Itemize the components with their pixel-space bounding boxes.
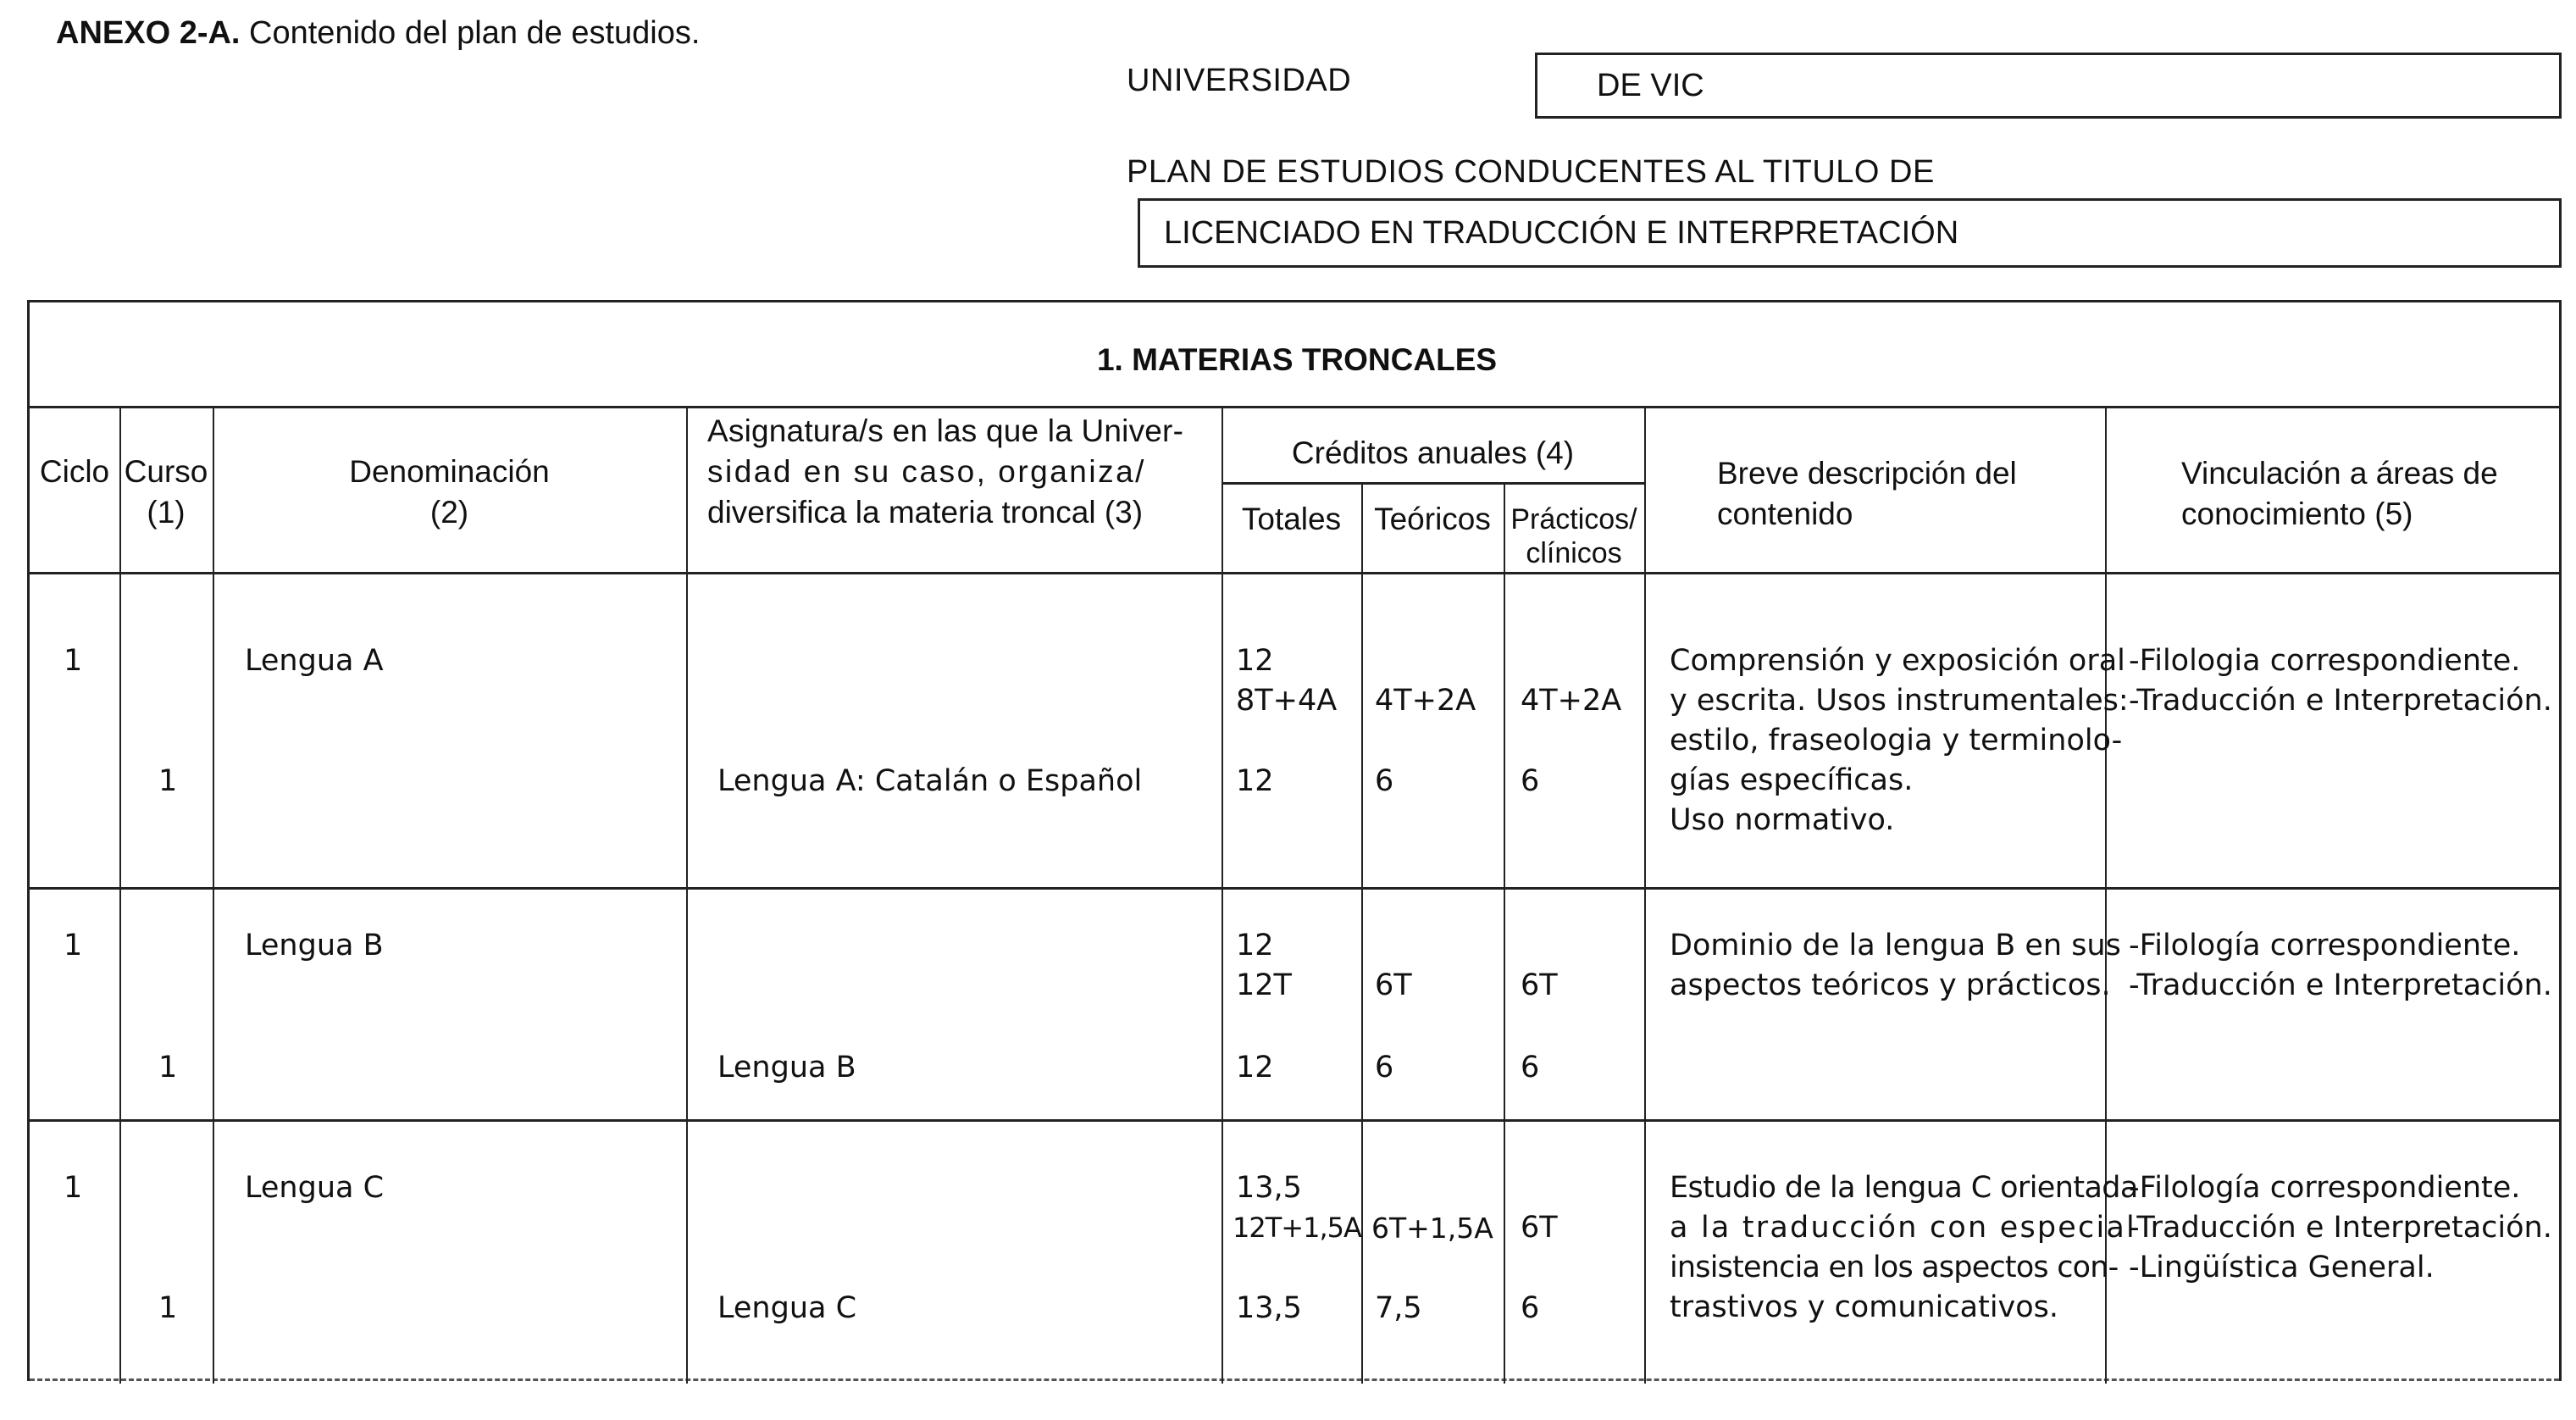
table-cell-descripcion: gías específicas. (1670, 763, 1914, 797)
table-cell-curso: 1 (158, 764, 178, 798)
table-cell-totales: 12 (1236, 644, 1274, 678)
table-cell-descripcion: a la traducción con especial (1670, 1211, 2136, 1245)
table-cell-teoricos: 6T+1,5A (1371, 1212, 1493, 1245)
header-asignatura-line1: Asignatura/s en las que la Univer- (707, 413, 1184, 448)
header-denominacion: Denominación (349, 454, 550, 489)
table-cell-totales: 13,5 (1236, 1171, 1302, 1205)
header-divider (30, 572, 2559, 574)
table-cell-denominacion: Lengua B (245, 929, 384, 962)
header-asignatura-line2: sidad en su caso, organiza/ (707, 454, 1146, 489)
title-divider (30, 406, 2559, 408)
table-cell-totales: 8T+4A (1236, 684, 1338, 718)
header-descripcion-2: contenido (1717, 496, 1853, 531)
table-cell-practicos: 6T (1521, 1211, 1558, 1245)
col-divider (213, 406, 214, 1384)
table-cell-practicos: 6 (1521, 1291, 1540, 1325)
table-cell-totales: 12 (1236, 1051, 1274, 1084)
table-cell-practicos: 6T (1521, 968, 1558, 1002)
row-divider (30, 1119, 2559, 1122)
header-vinculacion: Vinculación a áreas de (2181, 456, 2498, 491)
table-cell-curso: 1 (158, 1051, 178, 1084)
table-cell-descripcion: Comprensión y exposición oral (1670, 644, 2125, 678)
table-cell-vinculacion: -Filología correspondiente. (2129, 929, 2521, 962)
header-curso: Curso (124, 454, 208, 489)
table-cell-descripcion: trastivos y comunicativos. (1670, 1290, 2059, 1324)
row-divider (30, 887, 2559, 890)
table-cell-teoricos: 6T (1375, 968, 1412, 1002)
col-divider (686, 406, 688, 1384)
table-cell-vinculacion: -Traducción e Interpretación. (2129, 968, 2552, 1002)
creditos-divider (1222, 482, 1644, 485)
header-creditos: Créditos anuales (4) (1291, 435, 1575, 470)
col-divider (1504, 482, 1505, 1384)
table-cell-teoricos: 4T+2A (1375, 684, 1476, 718)
table-cell-vinculacion: -Filologia correspondiente. (2129, 644, 2521, 678)
header-denominacion-note: (2) (429, 495, 469, 530)
table-cell-teoricos: 6 (1375, 764, 1394, 798)
table-cell-totales: 12 (1236, 929, 1274, 962)
table-cell-practicos: 6 (1521, 764, 1540, 798)
table-cell-vinculacion: -Filología correspondiente. (2129, 1171, 2521, 1205)
table-cell-totales: 13,5 (1236, 1291, 1302, 1325)
table-cell-teoricos: 6 (1375, 1051, 1394, 1084)
table-cell-teoricos: 7,5 (1375, 1291, 1422, 1325)
university-label: UNIVERSIDAD (1127, 63, 1352, 98)
table-cell-practicos: 6 (1521, 1051, 1540, 1084)
subjects-table (27, 300, 2562, 1381)
table-cell-descripcion: Dominio de la lengua B en sus (1670, 929, 2121, 962)
table-cell-denominacion: Lengua C (245, 1171, 385, 1205)
table-cell-denominacion: Lengua A (245, 644, 384, 678)
col-divider (1222, 406, 1223, 1384)
table-cell-totales: 12 (1236, 764, 1274, 798)
table-cell-vinculacion: -Traducción e Interpretación. (2129, 684, 2552, 718)
table-cell-curso: 1 (158, 1291, 178, 1325)
table-cell-vinculacion: -Traducción e Interpretación. (2129, 1211, 2552, 1245)
table-cell-descripcion: Uso normativo. (1670, 803, 1895, 837)
header-descripcion: Breve descripción del (1717, 456, 2017, 491)
header-clinicos: clínicos (1526, 537, 1622, 569)
plan-label: PLAN DE ESTUDIOS CONDUCENTES AL TITULO DE (1127, 154, 1935, 190)
table-cell-descripcion: Estudio de la lengua C orientada (1670, 1171, 2138, 1205)
table-cell-vinculacion: -Lingüística General. (2129, 1251, 2435, 1284)
row-divider (30, 1378, 2559, 1381)
table-cell-asignatura: Lengua C (717, 1291, 857, 1325)
col-divider (119, 406, 121, 1384)
table-cell-totales: 12T (1236, 968, 1292, 1002)
annex-heading: ANEXO 2-A. Contenido del plan de estudios. (56, 15, 701, 51)
header-vinculacion-2: conocimiento (5) (2181, 496, 2413, 531)
table-cell-descripcion: aspectos teóricos y prácticos. (1670, 968, 2111, 1002)
col-divider (1361, 482, 1363, 1384)
table-cell-ciclo: 1 (64, 929, 83, 962)
table-cell-descripcion: estilo, fraseologia y terminolo- (1670, 724, 2123, 757)
university-field: DE VIC (1535, 53, 2562, 119)
header-practicos: Prácticos/ (1510, 503, 1637, 535)
header-ciclo: Ciclo (39, 454, 110, 489)
table-cell-asignatura: Lengua A: Catalán o Español (717, 764, 1143, 798)
table-cell-ciclo: 1 (64, 644, 83, 678)
col-divider (1644, 406, 1646, 1384)
table-title: 1. MATERIAS TRONCALES (1096, 342, 1498, 377)
header-totales: Totales (1241, 502, 1342, 536)
table-cell-practicos: 4T+2A (1521, 684, 1622, 718)
degree-title-field: LICENCIADO EN TRADUCCIÓN E INTERPRETACIÓN (1138, 198, 2562, 268)
header-curso-note: (1) (147, 495, 186, 530)
header-asignatura-line3: diversifica la materia troncal (3) (707, 495, 1144, 530)
table-cell-descripcion: y escrita. Usos instrumentales: (1670, 684, 2129, 718)
header-teoricos: Teóricos (1374, 502, 1491, 536)
table-cell-totales: 12T+1,5A (1233, 1212, 1361, 1244)
table-cell-asignatura: Lengua B (717, 1051, 856, 1084)
table-cell-descripcion: insistencia en los aspectos con- (1670, 1251, 2119, 1284)
table-cell-ciclo: 1 (64, 1171, 83, 1205)
